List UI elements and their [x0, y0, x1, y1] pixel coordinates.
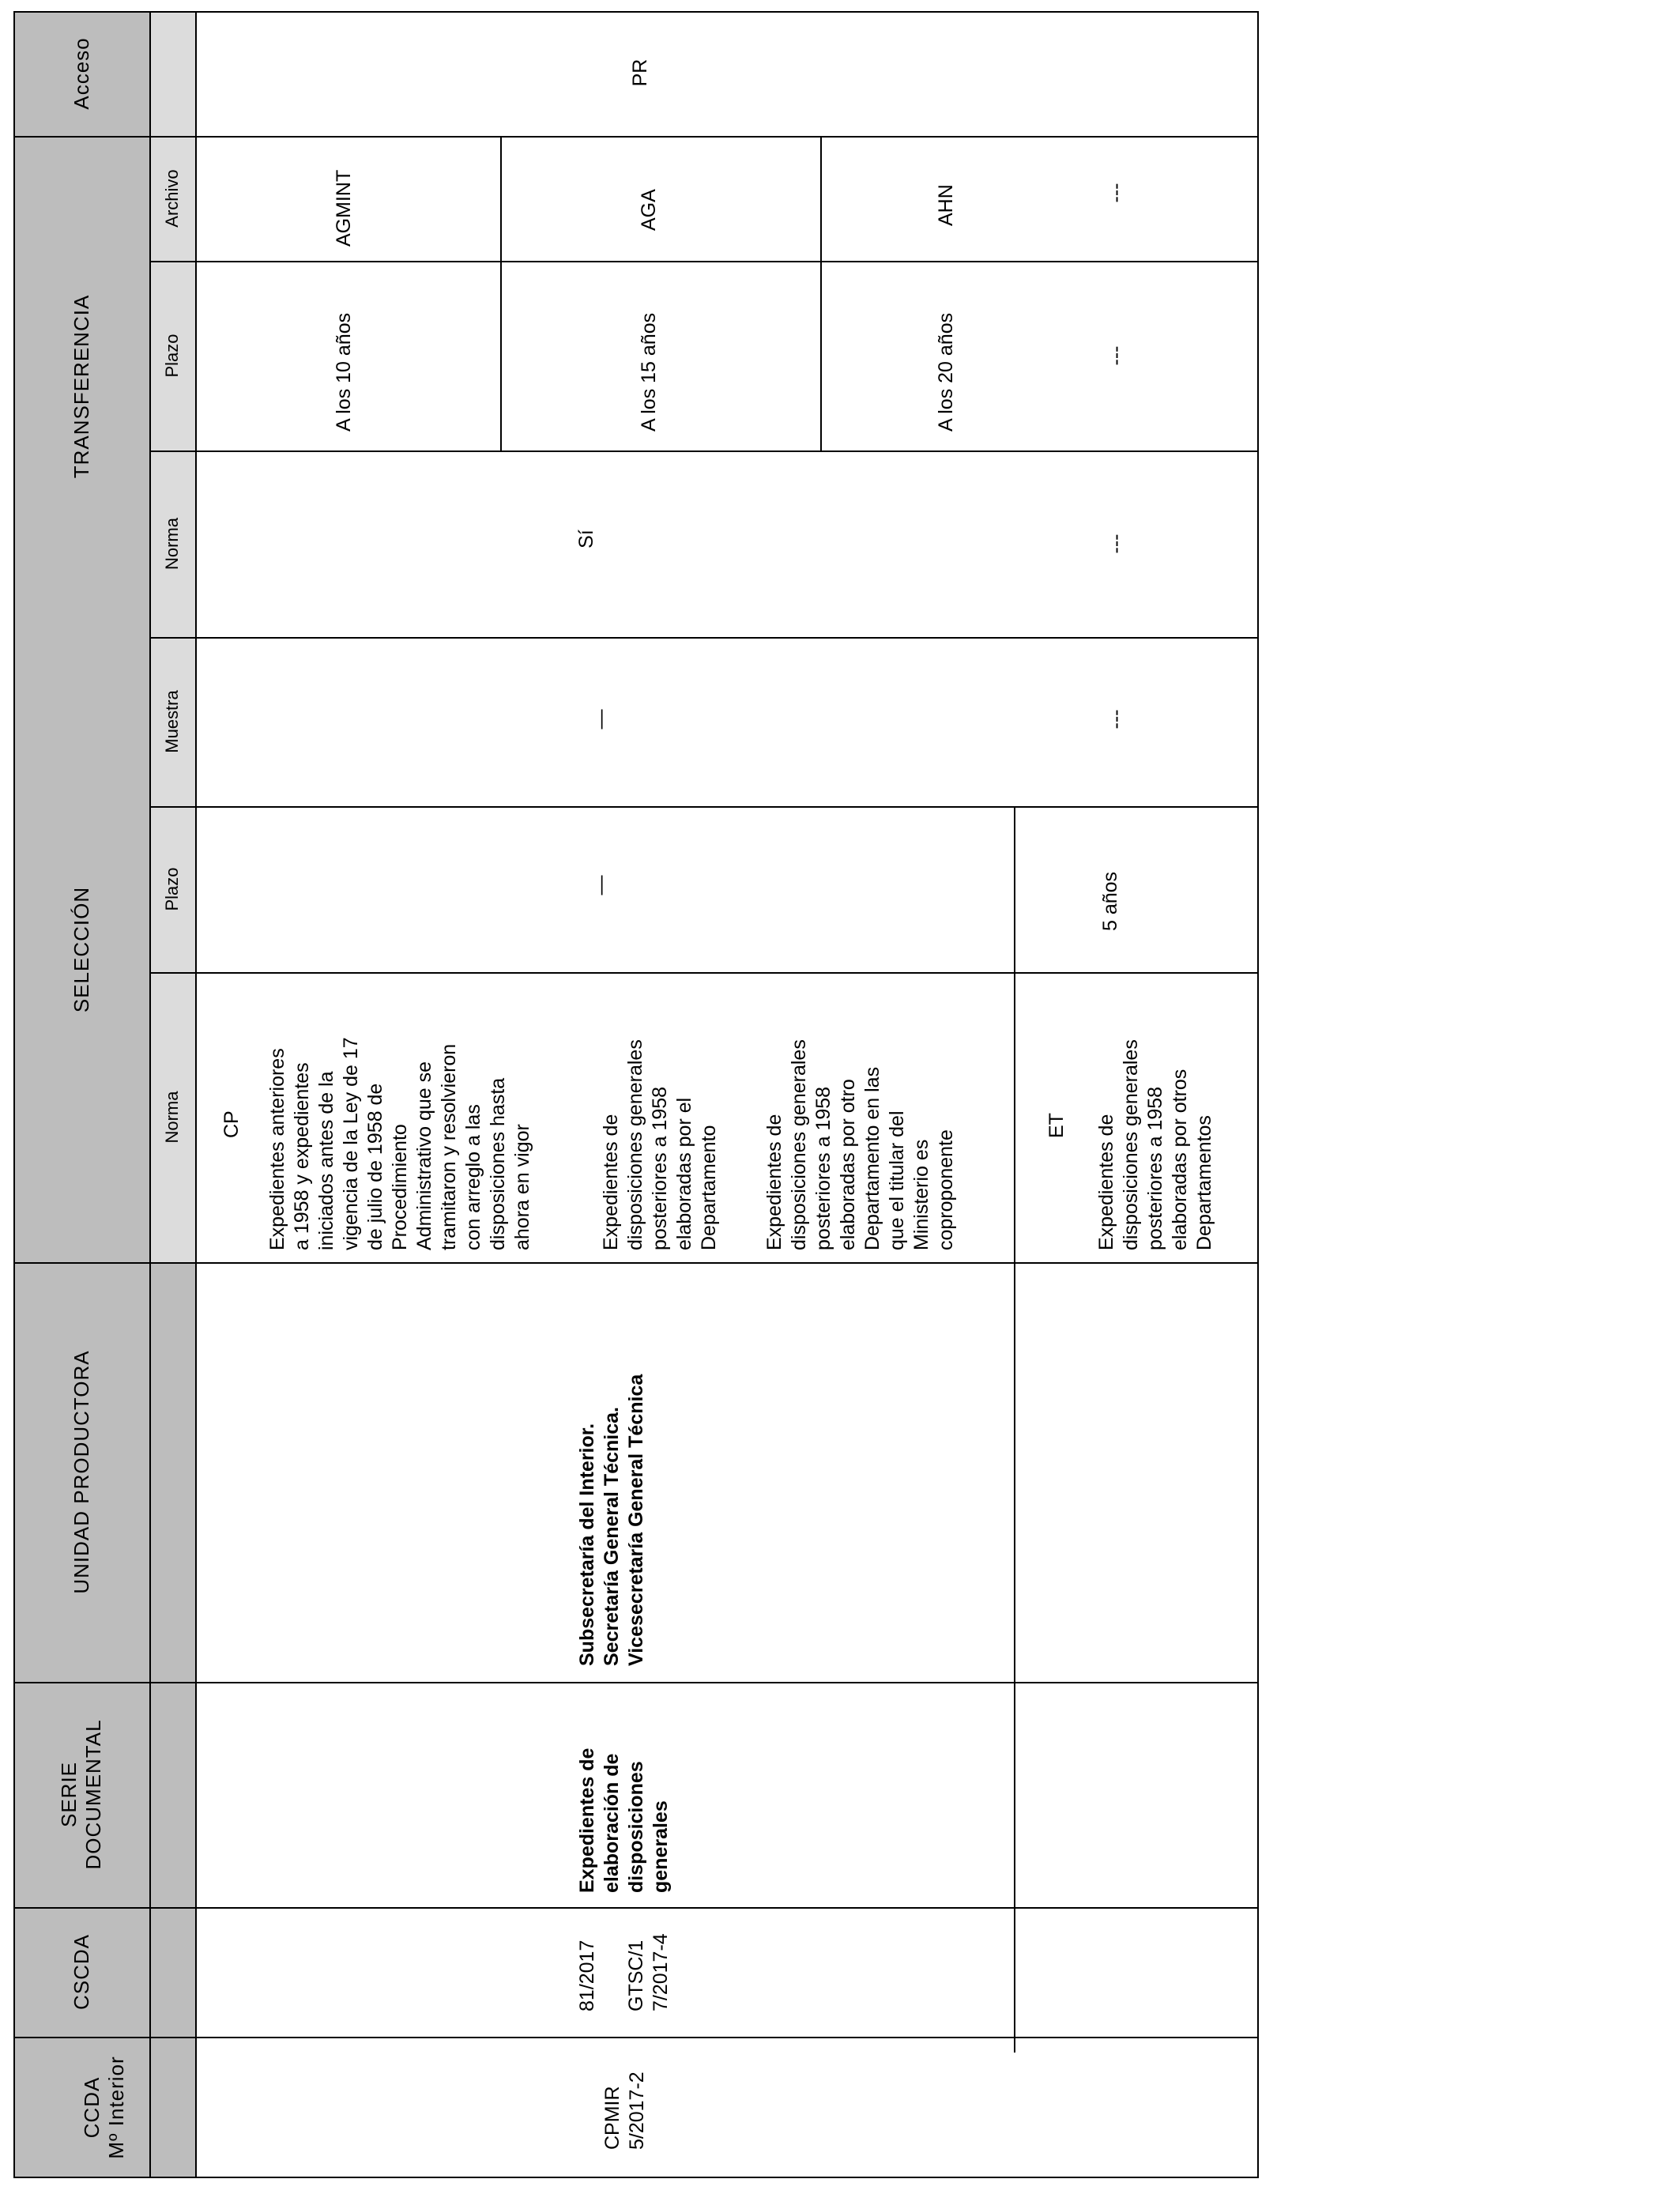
transfer-archivo-3: AHN [935, 184, 957, 226]
et-transfer-plazo: --- [1104, 345, 1127, 366]
cell-ccda: CPMIR 5/2017-2 [601, 2071, 648, 2150]
subheader-archivo: Archivo [162, 169, 182, 228]
et-label: ET [1045, 1113, 1068, 1138]
et-text: Expedientes de disposiciones generales posteriores a 1958 elaboradas por otros Departamentos [1095, 1039, 1215, 1250]
et-muestra: --- [1104, 709, 1127, 729]
header-serie-documental: SERIE DOCUMENTAL [57, 1719, 105, 1870]
cp-text-1: Expedientes anteriores a 1958 y expedientes iniciados antes de la vigencia de la Ley de 17 de julio de 1958 de Procedimiento Administrativo que se tramitaron y resolvieron con arreglo a las disposiciones hasta ahora en vigor [266, 1037, 533, 1250]
transfer-archivo-2: AGA [638, 189, 660, 231]
cp-text-2: Expedientes de disposiciones generales posteriores a 1958 elaboradas por el Departamento [600, 1039, 720, 1250]
cp-muestra: — [589, 709, 612, 729]
cell-cscda: 81/2017 GTSC/1 7/2017-4 [576, 1933, 672, 2011]
et-transfer-archivo: --- [1104, 183, 1127, 203]
cp-text-3: Expedientes de disposiciones generales posteriores a 1958 elaboradas por otro Departamento en las que el titular del Ministerio es coproponente [763, 1039, 957, 1250]
et-transfer-norma: --- [1104, 533, 1127, 554]
et-plazo: 5 años [1099, 871, 1121, 931]
cell-acceso: PR [628, 58, 651, 87]
subheader-norma-transferencia: Norma [162, 518, 182, 571]
header-ccda: CCDA Mº Interior [80, 2056, 128, 2159]
transfer-norma: Sí [574, 530, 597, 548]
transfer-plazo-3: A los 20 años [935, 312, 957, 432]
subheader-muestra: Muestra [162, 690, 182, 753]
subheader-plazo-seleccion: Plazo [162, 867, 182, 911]
cell-unidad-productora: Subsecretaría del Interior. Secretaría General Técnica. Vicesecretaría General Técnica [576, 1374, 647, 1666]
cell-serie-documental: Expedientes de elaboración de disposiciones generales [576, 1747, 672, 1893]
cp-label: CP [220, 1110, 243, 1138]
transfer-plazo-2: A los 15 años [638, 312, 660, 432]
header-seleccion: SELECCIÓN [69, 886, 93, 1013]
header-acceso: Acceso [69, 37, 93, 110]
header-cscda: CSCDA [69, 1934, 93, 2011]
header-transferencia: TRANSFERENCIA [69, 294, 93, 479]
cp-plazo: — [589, 875, 612, 895]
subheader-plazo-transferencia: Plazo [162, 334, 182, 378]
transfer-plazo-1: A los 10 años [333, 312, 355, 432]
subheader-norma-seleccion: Norma [162, 1091, 182, 1144]
transfer-archivo-1: AGMINT [333, 169, 355, 247]
header-unidad-productora: UNIDAD PRODUCTORA [69, 1350, 93, 1594]
